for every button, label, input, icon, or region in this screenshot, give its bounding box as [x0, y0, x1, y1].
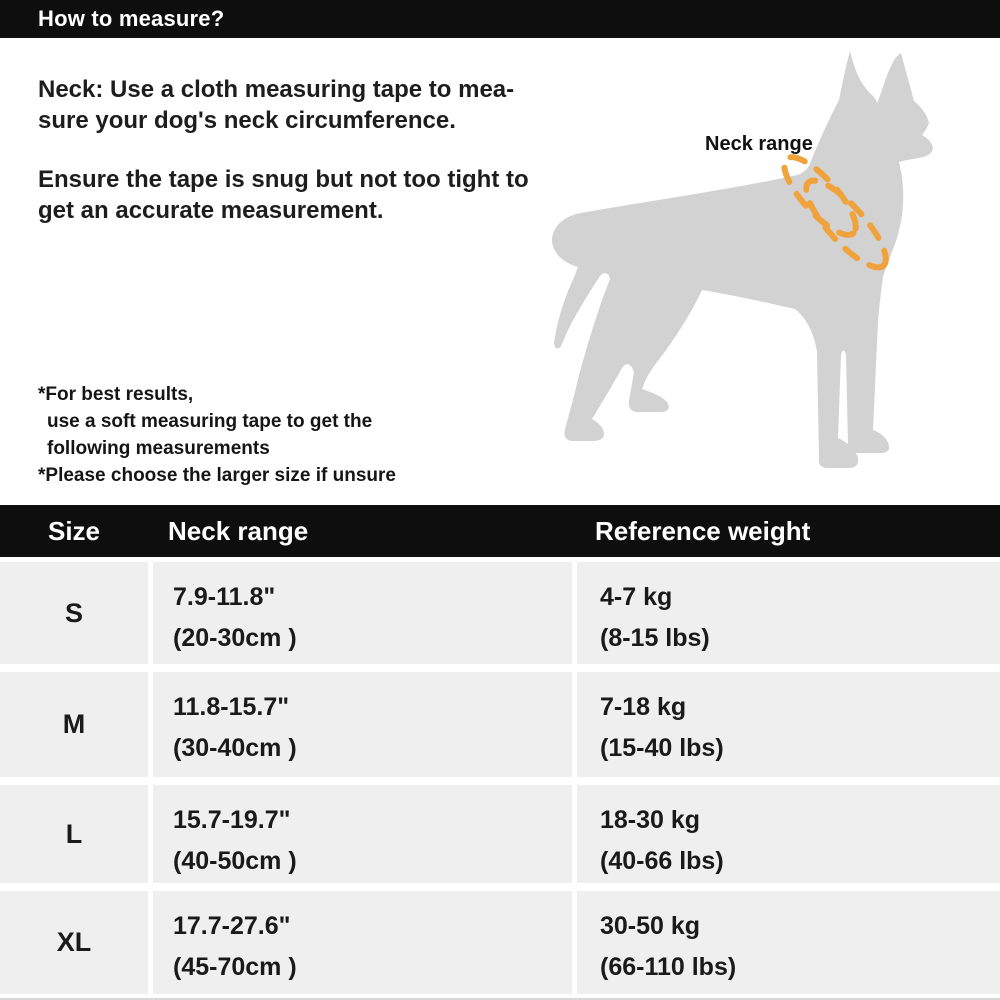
instruction-line: get an accurate measurement.: [38, 197, 384, 224]
weight-kg: 4-7 kg: [600, 583, 673, 611]
neck-cm: (20-30cm ): [173, 624, 297, 652]
column-header-size: Size: [47, 515, 101, 546]
instruction-line: sure your dog's neck circumference.: [38, 107, 456, 134]
dog-silhouette-image: [552, 51, 933, 468]
weight-lbs: (66-110 lbs): [600, 953, 737, 981]
size-cell: M: [0, 672, 148, 777]
size-table: [0, 505, 1000, 994]
footnote-best-results-line: following measurements: [47, 438, 270, 459]
weight-lbs: (40-66 lbs): [600, 847, 724, 875]
size-cell: L: [0, 785, 148, 883]
footnote-larger-size: *Please choose the larger size if unsure: [38, 465, 396, 486]
neck-inches: 17.7-27.6": [173, 912, 291, 940]
instruction-line: Neck: Use a cloth measuring tape to mea-: [38, 76, 515, 103]
weight-lbs: (8-15 lbs): [600, 624, 710, 652]
neck-range-cell: [153, 562, 572, 664]
weight-kg: 7-18 kg: [600, 693, 687, 721]
weight-lbs: (15-40 lbs): [600, 734, 724, 762]
table-row-xl: [0, 891, 1000, 994]
instruction-line: Ensure the tape is snug but not too tight to: [38, 166, 529, 193]
reference-weight-cell: [577, 785, 1000, 883]
size-cell: S: [0, 562, 148, 664]
neck-range-cell: [153, 785, 572, 883]
neck-inches: 15.7-19.7": [173, 806, 291, 834]
neck-inches: 7.9-11.8": [173, 583, 276, 611]
size-table-header: [0, 505, 1000, 557]
footnotes: [38, 381, 396, 489]
neck-range-label: Neck range: [705, 133, 813, 155]
table-row-s: [0, 562, 1000, 664]
neck-cm: (40-50cm ): [173, 847, 297, 875]
neck-range-cell: [153, 891, 572, 994]
table-row-m: [0, 672, 1000, 777]
footnote-best-results-line: *For best results,: [38, 384, 194, 405]
reference-weight-cell: [577, 672, 1000, 777]
weight-kg: 30-50 kg: [600, 912, 701, 940]
size-cell: XL: [0, 891, 148, 994]
footnote-best-results-line: use a soft measuring tape to get the: [47, 411, 373, 432]
column-header-neck-range: Neck range: [168, 515, 309, 546]
size-table-body: [0, 562, 1000, 994]
neck-cm: (30-40cm ): [173, 734, 297, 762]
neck-range-cell: [153, 672, 572, 777]
column-header-reference-weight: Reference weight: [595, 515, 811, 546]
neck-cm: (45-70cm ): [173, 953, 297, 981]
reference-weight-cell: [577, 562, 1000, 664]
table-row-l: [0, 785, 1000, 883]
neck-inches: 11.8-15.7": [173, 693, 290, 721]
weight-kg: 18-30 kg: [600, 806, 701, 834]
reference-weight-cell: [577, 891, 1000, 994]
page-title: How to measure?: [38, 6, 225, 31]
